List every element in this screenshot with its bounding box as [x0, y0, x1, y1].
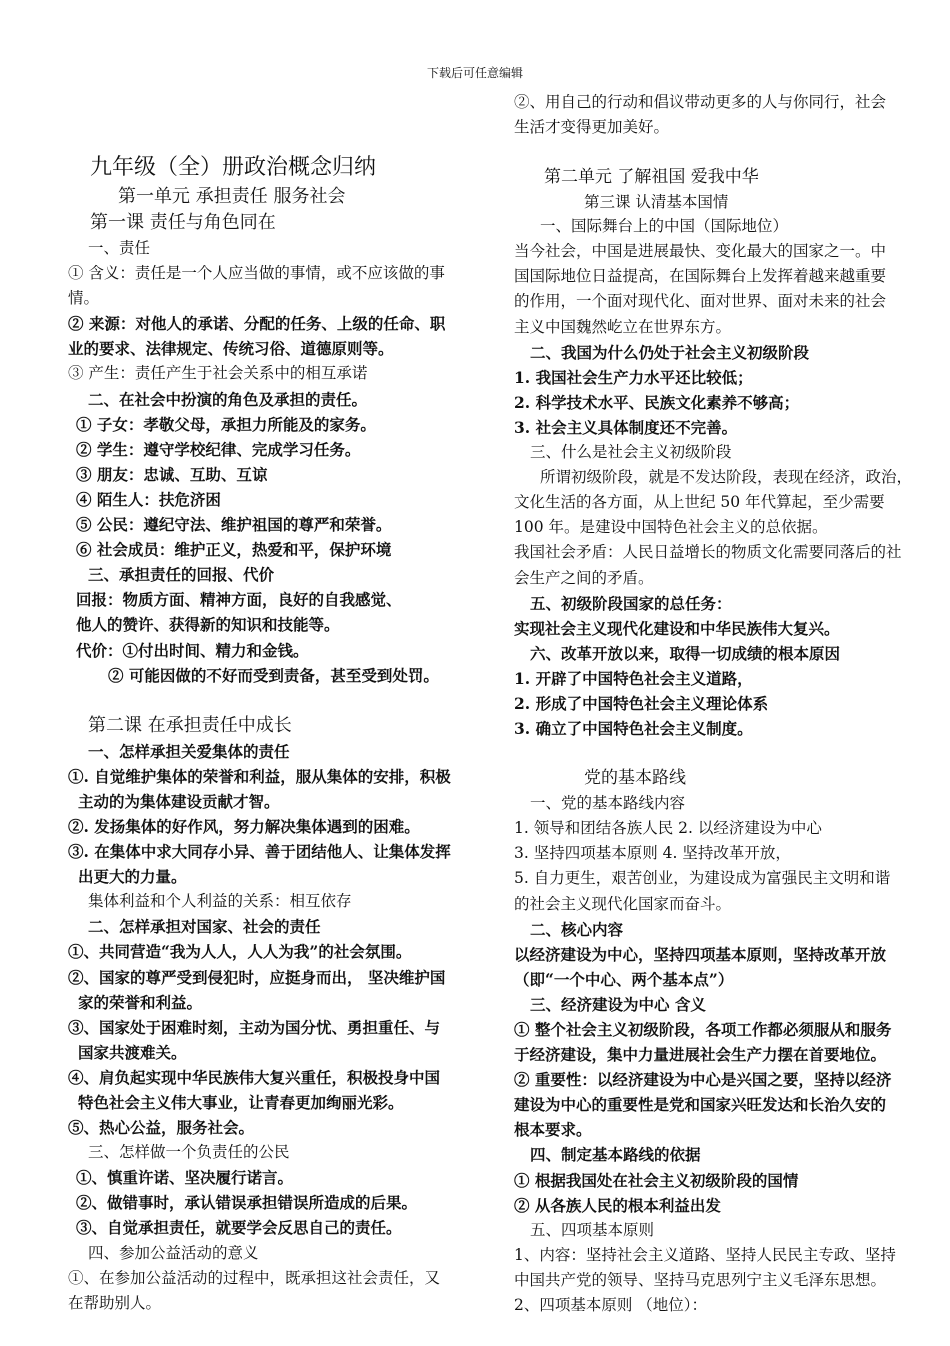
text-line: ③、国家处于困难时刻，主动为国分忧、勇担重任、与	[68, 1017, 441, 1037]
text-line: 二、在社会中扮演的角色及承担的责任。	[88, 389, 368, 409]
text-line: 第三课 认清基本国情	[584, 193, 729, 212]
text-line: 国国际地位日益提高，在国际舞台上发挥着越来越重要	[514, 267, 887, 286]
text-line: ③、自觉承担责任，就要学会反思自己的责任。	[76, 1218, 402, 1238]
text-line: 会生产之间的矛盾。	[514, 568, 654, 587]
text-line: ①、共同营造“我为人人，人人为我”的社会氛围。	[68, 942, 412, 962]
text-line: 建设为中心的重要性是党和国家兴旺发达和长治久安的	[514, 1095, 887, 1115]
text-line: 我国社会矛盾：人民日益增长的物质文化需要同落后的社	[514, 543, 902, 562]
text-line: 五、四项基本原则	[530, 1220, 655, 1239]
text-line: ④ 陌生人：扶危济困	[76, 489, 221, 509]
text-line: ⑤、热心公益，服务社会。	[68, 1118, 255, 1138]
text-line: 二、怎样承担对国家、社会的责任	[88, 917, 321, 937]
text-line: 生活才变得更加美好。	[514, 118, 670, 137]
text-line: 五、初级阶段国家的总任务：	[530, 593, 732, 613]
text-line: 六、改革开放以来，取得一切成绩的根本原因	[530, 643, 841, 663]
text-line: 主动的为集体建设贡献才智。	[78, 791, 280, 811]
text-line: 根本要求。	[514, 1120, 592, 1140]
text-line: ① 子女：孝敬父母，承担力所能及的家务。	[76, 414, 376, 434]
text-line: 第二单元 了解祖国 爱我中华	[544, 167, 759, 188]
text-line: （即“一个中心、两个基本点”）	[514, 969, 734, 989]
text-line: 2. 科学技术水平、民族文化素养不够高；	[514, 392, 800, 412]
spacer	[68, 90, 488, 152]
right-column	[514, 90, 934, 1318]
text-line: ① 根据我国处在社会主义初级阶段的国情	[514, 1170, 799, 1190]
text-line: 代价：①付出时间、精力和金钱。	[76, 640, 309, 660]
text-line: ② 从各族人民的根本利益出发	[514, 1195, 721, 1215]
text-line: 三、承担责任的回报、代价	[88, 565, 275, 585]
text-line: 所谓初级阶段，就是不发达阶段，表现在经济，政治，	[540, 468, 913, 487]
text-line: 出更大的力量。	[78, 867, 187, 887]
text-line: ① 整个社会主义初级阶段，各项工作都必须服从和服务	[514, 1020, 892, 1039]
text-line: ②、做错事时，承认错误承担错误所造成的后果。	[76, 1193, 418, 1213]
text-line: 回报：物质方面、精神方面，良好的自我感觉、	[76, 590, 402, 610]
text-line: ③ 朋友：忠诚、互助、互谅	[76, 464, 268, 484]
text-line: 情。	[68, 289, 100, 308]
text-line: 集体利益和个人利益的关系：相互依存	[88, 892, 352, 911]
text-line: ② 重要性：以经济建设为中心是兴国之要，坚持以经济	[514, 1070, 892, 1090]
text-line: 的作用，一个面对现代化、面对世界、面对未来的社会	[514, 292, 887, 311]
text-line: 一、国际舞台上的中国（国际地位）	[540, 217, 789, 236]
text-line: 100 年。是建设中国特色社会主义的总依据。	[514, 518, 828, 537]
text-line: 3. 社会主义具体制度还不完善。	[514, 417, 738, 437]
page-header: 下载后可任意编辑	[426, 66, 523, 80]
text-line: 当今社会，中国是进展最快、变化最大的国家之一。中	[514, 242, 887, 261]
text-line: 三、经济建设为中心 含义	[530, 994, 706, 1014]
text-line: 业的要求、法律规定、传统习俗、道德原则等。	[68, 339, 394, 359]
text-line: 中国共产党的领导、坚持马克思列宁主义毛泽东思想。	[514, 1270, 887, 1289]
text-line: 家的荣誉和利益。	[78, 992, 203, 1012]
text-line: 3. 确立了中国特色社会主义制度。	[514, 719, 753, 739]
text-line: 2. 形成了中国特色社会主义理论体系	[514, 693, 769, 713]
spacer	[514, 140, 934, 164]
text-line: ②、用自己的行动和倡议带动更多的人与你同行，社会	[514, 93, 887, 111]
spacer	[514, 741, 934, 765]
text-line: ①、在参加公益活动的过程中，既承担这社会责任，又	[68, 1268, 441, 1287]
text-line: 二、核心内容	[530, 919, 624, 939]
text-line: 2、四项基本原则 （地位）：	[514, 1296, 708, 1315]
text-line: 1. 开辟了中国特色社会主义道路，	[514, 668, 753, 688]
text-line: ②. 发扬集体的好作风，努力解决集体遇到的困难。	[68, 816, 420, 836]
text-line: 特色社会主义伟大事业，让青春更加绚丽光彩。	[78, 1093, 404, 1112]
text-line: 党的基本路线	[584, 768, 686, 789]
text-line: 四、制定基本路线的依据	[530, 1145, 701, 1165]
text-line: 以经济建设为中心，坚持四项基本原则，坚持改革开放	[514, 944, 887, 964]
text-line: 于经济建设，集中力量进展社会生产力摆在首要地位。	[514, 1045, 887, 1065]
text-line: ⑥ 社会成员：维护正义，热爱和平，保护环境	[76, 540, 392, 560]
text-line: ③ 产生：责任产生于社会关系中的相互承诺	[68, 364, 368, 383]
text-line: 他人的赞许、获得新的知识和技能等。	[76, 615, 340, 635]
spacer	[68, 688, 488, 713]
text-line: ②、国家的尊严受到侵犯时，应挺身而出， 坚决维护国	[68, 967, 446, 987]
text-line: 的社会主义现代化国家而奋斗。	[514, 894, 732, 913]
text-line: 主义中国魏然屹立在世界东方。	[514, 317, 732, 336]
text-line: 九年级（全）册政治概念归纳	[90, 155, 377, 180]
text-line: ③. 在集体中求大同存小异、善于团结他人、让集体发挥	[68, 842, 451, 862]
text-line: 在帮助别人。	[68, 1293, 162, 1312]
text-line: 1. 领导和团结各族人民 2. 以经济建设为中心	[514, 819, 822, 838]
text-line: 5. 自力更生，艰苦创业，为建设成为富强民主文明和谐	[514, 869, 891, 888]
left-column	[68, 90, 488, 1316]
text-line: 实现社会主义现代化建设和中华民族伟大复兴。	[514, 618, 840, 638]
text-line: 三、怎样做一个负责任的公民	[88, 1143, 290, 1162]
text-line: 第一课 责任与角色同在	[90, 212, 276, 233]
text-line: 第一单元 承担责任 服务社会	[118, 186, 346, 207]
text-line: 一、党的基本路线内容	[530, 794, 686, 813]
text-line: 国家共渡难关。	[78, 1042, 187, 1062]
text-line: 3. 坚持四项基本原则 4. 坚持改革开放，	[514, 844, 791, 863]
text-line: 1、内容：坚持社会主义道路、坚持人民民主专政、坚持	[514, 1245, 896, 1264]
text-line: 一、怎样承担关爱集体的责任	[88, 741, 290, 761]
text-line: 三、什么是社会主义初级阶段	[530, 443, 732, 462]
text-line: ①. 自觉维护集体的荣誉和利益，服从集体的安排，积极	[68, 766, 451, 786]
text-line: 1. 我国社会生产力水平还比较低；	[514, 367, 753, 387]
text-line: 四、参加公益活动的意义	[88, 1243, 259, 1262]
text-line: 文化生活的各方面，从上世纪 50 年代算起，至少需要	[514, 493, 885, 512]
text-line: 一、责任	[88, 239, 151, 257]
text-line: ② 学生：遵守学校纪律、完成学习任务。	[76, 439, 361, 459]
text-line: ② 可能因做的不好而受到责备，甚至受到处罚。	[108, 665, 439, 685]
text-line: 第二课 在承担责任中成长	[88, 714, 292, 736]
text-line: ①、慎重许诺、坚决履行诺言。	[76, 1168, 294, 1188]
text-line: ① 含义：责任是一个人应当做的事情，或不应该做的事	[68, 264, 445, 283]
text-line: ② 来源：对他人的承诺、分配的任务、上级的任命、职	[68, 314, 446, 334]
text-line: 二、我国为什么仍处于社会主义初级阶段	[530, 342, 810, 362]
text-line: ④、肩负起实现中华民族伟大复兴重任，积极投身中国	[68, 1067, 441, 1087]
text-line: ⑤ 公民：遵纪守法、维护祖国的尊严和荣誉。	[76, 515, 392, 535]
